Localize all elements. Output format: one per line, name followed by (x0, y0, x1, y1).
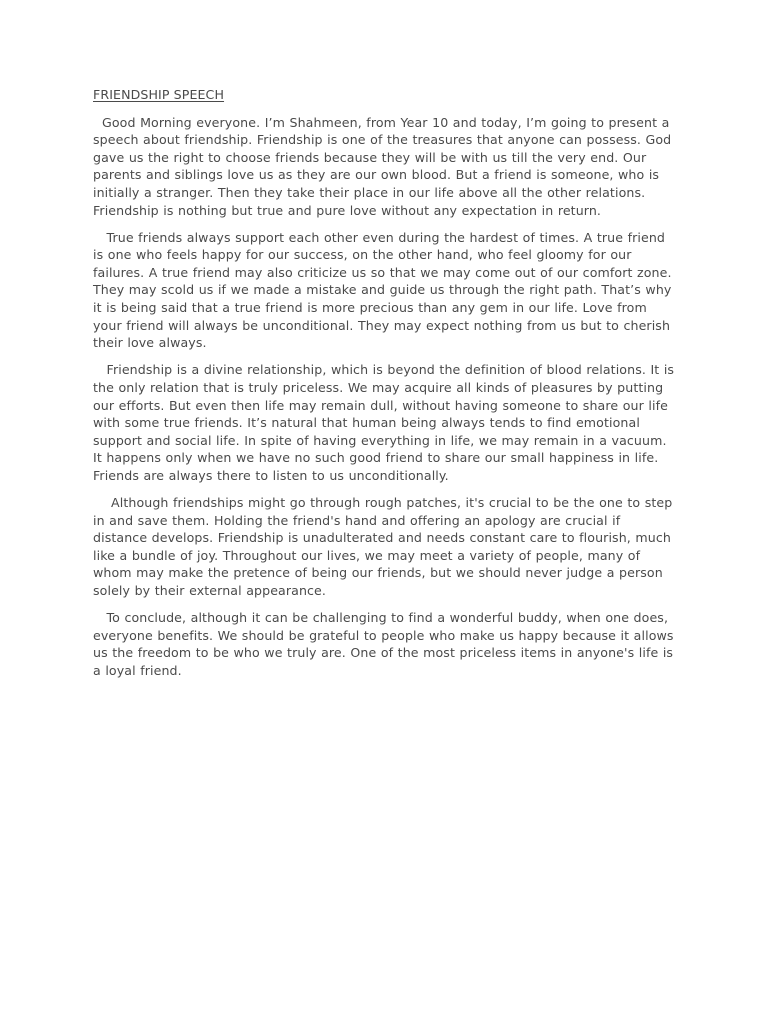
paragraph-true-friends: True friends always support each other even during the hardest of times. A true friend is one who feels happy for our success, on the other hand, who feel gloomy for our failures. A true friend may also criticize us so that we may come out of our comfort zone. They may scold us if we made a mistake and guide us through the right path. That’s why it is being said that a true friend is more precious than any gem in our life. Love from your friend will always be unconditional. They may expect nothing from us but to cherish their love always. (93, 229, 677, 351)
document-title: FRIENDSHIP SPEECH (93, 87, 225, 102)
paragraph-conclusion: To conclude, although it can be challenging to find a wonderful buddy, when one does, everyone benefits. We should be grateful to people who make us happy because it allows us the freedom to be who we truly are. One of the most priceless items in anyone's life is a loyal friend. (93, 610, 679, 678)
paragraph-introduction: Good Morning everyone. I’m Shahmeen, from Year 10 and today, I’m going to present a speech about friendship. Friendship is one of the treasures that anyone can possess. God gave us the right to choose friends because they will be with us till the very end. Our parents and siblings love us as they are our own blood. But a friend is someone, who is initially a stranger. Then they take their place in our life above all the other relations. Friendship is nothing but true and pure love without any expectation in return. (93, 114, 676, 218)
paragraph-divine-relationship: Friendship is a divine relationship, which is beyond the definition of blood relations. It is the only relation that is truly priceless. We may acquire all kinds of pleasures by putting our efforts. But even then life may remain dull, without having someone to share our life with some true friends. It’s natural that human being always tends to find emotional support and social life. In spite of having everything in life, we may remain in a vacuum. It happens only when we have no such good friend to share our small happiness in life. Friends are always there to listen to us unconditionally. (93, 362, 679, 483)
paragraph-rough-patches: Although friendships might go through rough patches, it's crucial to be the one to step in and save them. Holding the friend's hand and offering an apology are crucial if distance develops. Friendship is unadulterated and needs constant care to flourish, much like a bundle of joy. Throughout our lives, we may meet a variety of people, many of whom may make the pretence of being our friends, but we should never judge a person solely by their external appearance. (93, 494, 677, 598)
document-page (93, 86, 678, 689)
